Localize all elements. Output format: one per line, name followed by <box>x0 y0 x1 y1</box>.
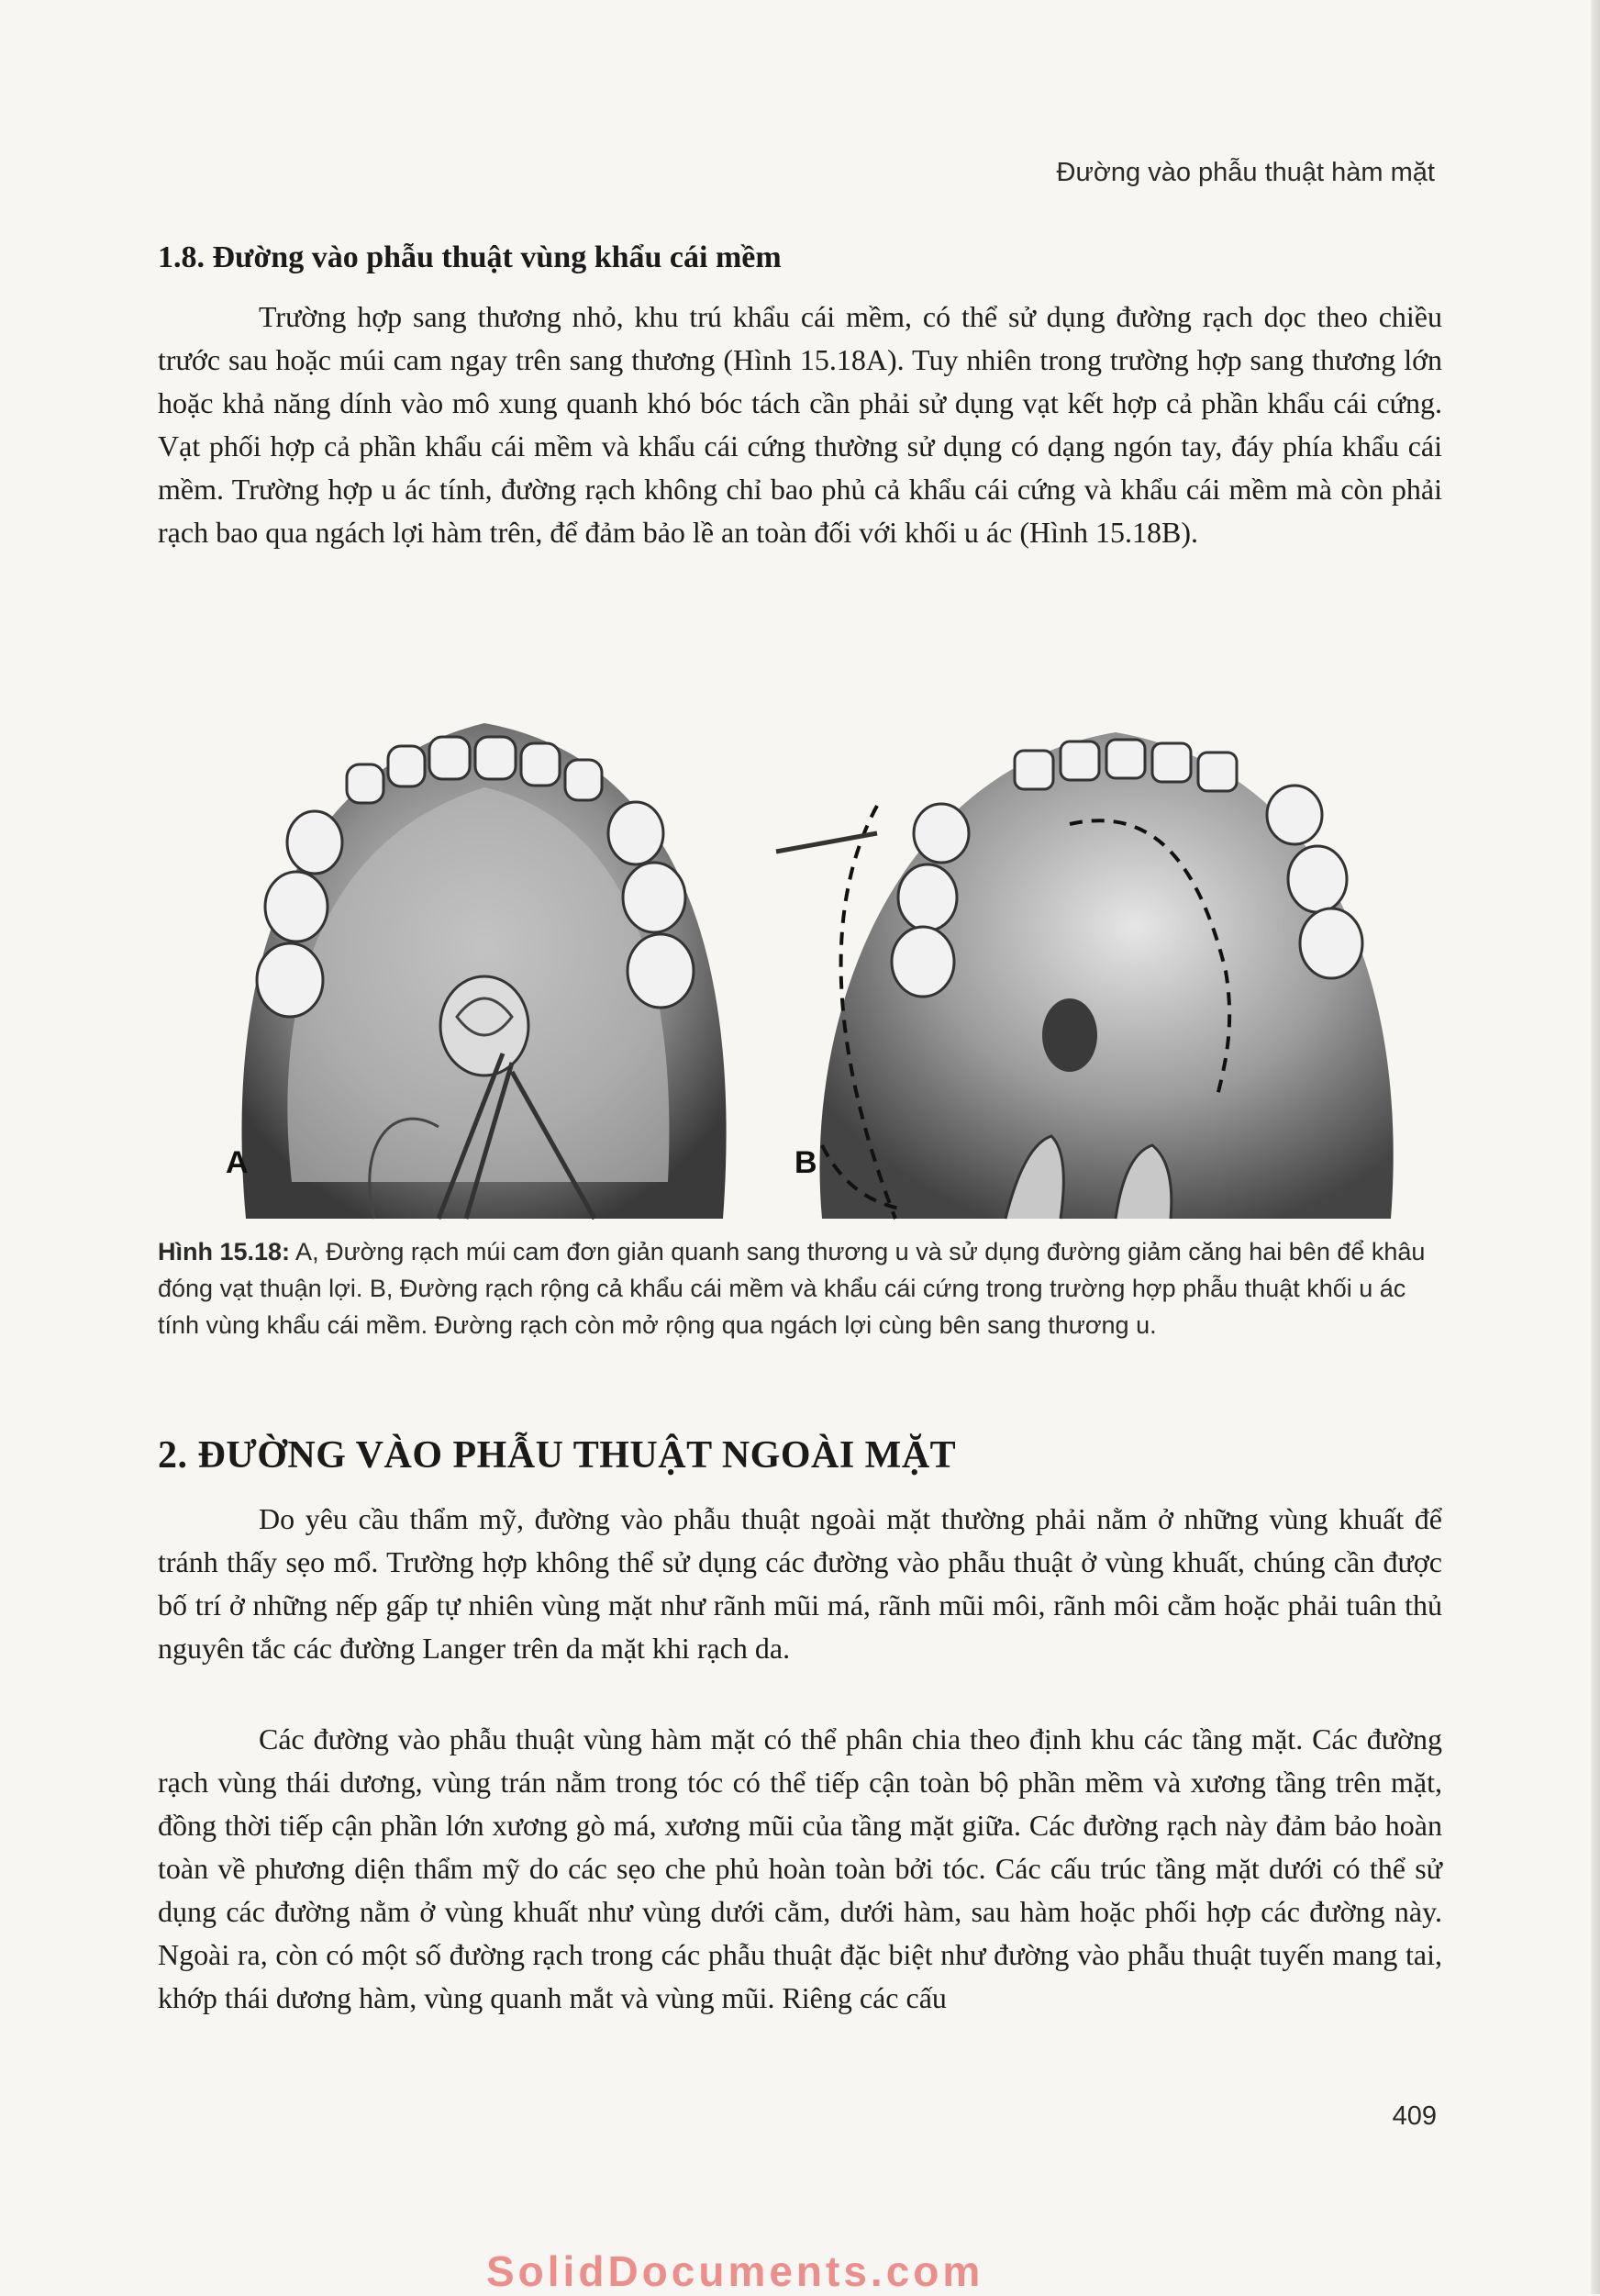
running-header: Đường vào phẫu thuật hàm mặt <box>1056 158 1435 187</box>
section-2-heading: 2. ĐƯỜNG VÀO PHẪU THUẬT NGOÀI MẶT <box>158 1434 957 1477</box>
watermark: SolidDocuments.com <box>486 2247 984 2295</box>
section-1-8-title: 1.8. Đường vào phẫu thuật vùng khẩu cái mềm <box>158 240 782 274</box>
figure-panel-b-illustration <box>767 668 1428 1228</box>
panel-b-label: B <box>794 1145 817 1180</box>
section-2-paragraph-2: Các đường vào phẫu thuật vùng hàm mặt có thể phân chia theo định khu các tầng mặt. Các đường rạch vùng thái dương, vùng trán nằm trong tóc có thể tiếp cận toàn bộ phần mềm và xương tầng trên mặt, đồng thời tiếp cận phần lớn xương gò má, xương mũi của tầng mặt giữa. Các đường rạch này đảm bảo hoàn toàn về phương diện thẩm mỹ do các sẹo che phủ hoàn toàn bởi tóc. Các cấu trúc tầng mặt dưới có thể sử dụng các đường nằm ở vùng khuất như vùng dưới cằm, dưới hàm, sau hàm hoặc phối hợp các đường này. Ngoài ra, còn có một số đường rạch trong các phẫu thuật đặc biệt như đường vào phẫu thuật tuyến mang tai, khớp thái dương hàm, vùng quanh mắt và vùng mũi. Riêng các cấu <box>158 1722 1442 2014</box>
section-1-8-paragraph: Trường hợp sang thương nhỏ, khu trú khẩu cái mềm, có thể sử dụng đường rạch dọc theo chiều trước sau hoặc múi cam ngay trên sang thương (Hình 15.18A). Tuy nhiên trong trường hợp sang thương lớn hoặc khả năng dính vào mô xung quanh khó bóc tách cần phải sử dụng vạt kết hợp cả phần khẩu cái cứng. Vạt phối hợp cả phần khẩu cái mềm và khẩu cái cứng thường sử dụng có dạng ngón tay, đáy phía khẩu cái mềm. Trường hợp u ác tính, đường rạch không chỉ bao phủ cả khẩu cái cứng và khẩu cái mềm mà còn phải rạch bao qua ngách lợi hàm trên, để đảm bảo lề an toàn đối với khối u ác (Hình 15.18B). <box>158 300 1442 549</box>
figure-caption-label: Hình 15.18: <box>158 1238 291 1265</box>
figure-caption <box>158 1233 1442 1343</box>
figure-15-18 <box>209 668 1442 1237</box>
section-2-paragraph-1: Do yêu cầu thẩm mỹ, đường vào phẫu thuật ngoài mặt thường phải nằm ở những vùng khuất để tránh thấy sẹo mổ. Trường hợp không thể sử dụng các đường vào phẫu thuật ở vùng khuất, chúng cần được bố trí ở những nếp gấp tự nhiên vùng mặt như rãnh mũi má, rãnh mũi môi, rãnh môi cằm hoặc phải tuân thủ nguyên tắc các đường Langer trên da mặt khi rạch da. <box>158 1502 1442 1665</box>
figure-panel-a-illustration <box>209 668 749 1228</box>
panel-a-label: A <box>226 1145 249 1180</box>
figure-caption-text: A, Đường rạch múi cam đơn giản quanh sang thương u và sử dụng đường giảm căng hai bên để khâu đóng vạt thuận lợi. B, Đường rạch rộng cả khẩu cái mềm và khẩu cái cứng trong trường hợp phẫu thuật khối u ác tính vùng khẩu cái mềm. Đường rạch còn mở rộng qua ngách lợi cùng bên sang thương u. <box>158 1238 1426 1339</box>
page-number: 409 <box>1392 2101 1437 2131</box>
page-edge-shadow <box>1591 0 1600 2294</box>
